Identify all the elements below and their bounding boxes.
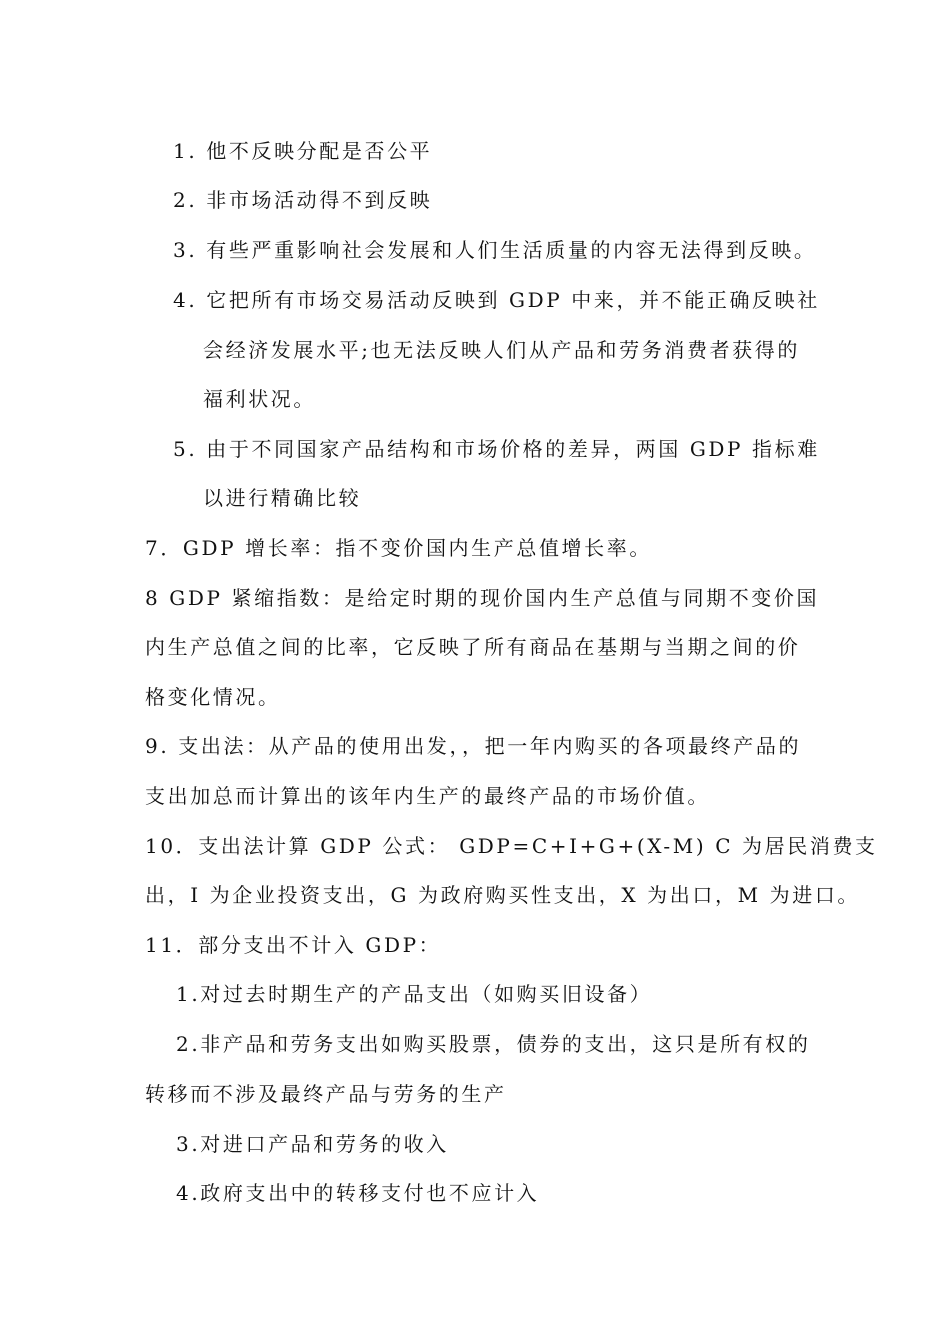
list-item-5 [173, 434, 820, 464]
paragraph-expenditure-method: 9. 支出法：从产品的使用出发，，把一年内购买的各项最终产品的 [145, 734, 802, 758]
list-item-4-continuation: 会经济发展水平;也无法反映人们从产品和劳务消费者获得的 [203, 338, 800, 362]
subitem-2-continuation: 转移而不涉及最终产品与劳务的生产 [145, 1082, 507, 1106]
paragraph-gdp-growth: 7．GDP 增长率：指不变价国内生产总值增长率。 [145, 536, 652, 560]
list-text: 非市场活动得不到反映 [206, 188, 433, 212]
paragraph-excluded-expenditures: 11．部分支出不计入 GDP： [145, 933, 442, 957]
list-number: 2. [173, 188, 198, 212]
paragraph-gdp-deflator: 8 GDP 紧缩指数：是给定时期的现价国内生产总值与同期不变价国 [145, 586, 820, 610]
subitem-1: 1.对过去时期生产的产品支出（如购买旧设备） [176, 982, 653, 1006]
subitem-4: 4.政府支出中的转移支付也不应计入 [176, 1181, 540, 1205]
paragraph-gdp-formula: 10．支出法计算 GDP 公式： GDP=C+I+G+(X-M) C 为居民消费支 [145, 834, 878, 858]
paragraph-gdp-deflator-line: 格变化情况。 [145, 685, 281, 709]
list-item-4 [173, 285, 820, 315]
list-text: 他不反映分配是否公平 [206, 139, 433, 163]
subitem-3: 3.对进口产品和劳务的收入 [176, 1132, 449, 1156]
list-item-4-continuation: 福利状况。 [203, 387, 316, 411]
list-item-2 [173, 185, 432, 215]
list-number: 1. [173, 139, 198, 163]
paragraph-gdp-formula-line: 出，I 为企业投资支出，G 为政府购买性支出，X 为出口，M 为进口。 [145, 883, 861, 907]
list-number: 4. [173, 288, 198, 312]
list-number: 3. [173, 238, 198, 262]
list-item-3 [173, 235, 816, 265]
list-text: 它把所有市场交易活动反映到 GDP 中来，并不能正确反映社 [206, 288, 820, 312]
list-item-1 [173, 136, 432, 166]
subitem-2: 2.非产品和劳务支出如购买股票，债券的支出，这只是所有权的 [176, 1032, 811, 1056]
paragraph-gdp-deflator-line: 内生产总值之间的比率，它反映了所有商品在基期与当期之间的价 [145, 635, 801, 659]
list-item-5-continuation: 以进行精确比较 [203, 486, 362, 510]
paragraph-expenditure-method-line: 支出加总而计算出的该年内生产的最终产品的市场价值。 [145, 784, 710, 808]
list-text: 有些严重影响社会发展和人们生活质量的内容无法得到反映。 [206, 238, 817, 262]
list-number: 5. [173, 437, 198, 461]
list-text: 由于不同国家产品结构和市场价格的差异，两国 GDP 指标难 [206, 437, 820, 461]
